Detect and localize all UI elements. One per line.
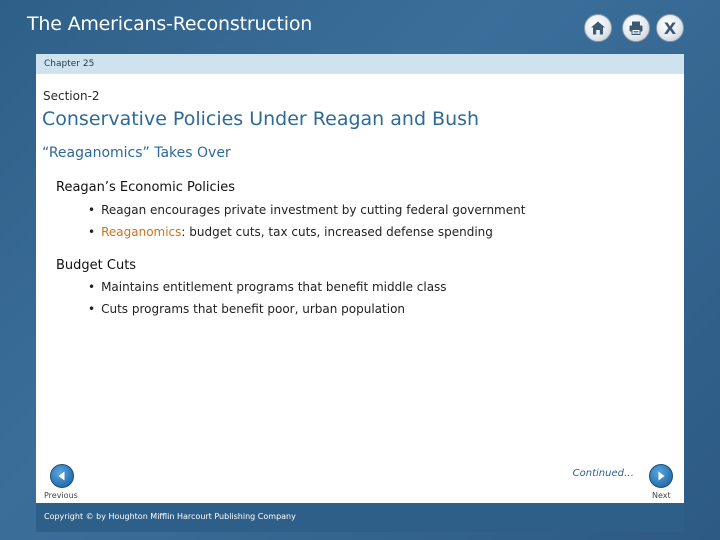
list-item [88,203,525,217]
arrow-right-icon [655,467,667,486]
close-button[interactable] [656,14,684,42]
topic-heading: Budget Cuts [56,258,137,273]
bullet-glyph: • [88,280,96,294]
print-icon [628,20,644,36]
next-button[interactable] [649,464,673,488]
chapter-bar [36,54,684,74]
arrow-left-icon [56,467,68,486]
section-label: Section-2 [43,89,100,103]
list-item [88,302,405,316]
previous-label[interactable]: Previous [44,491,78,500]
subheading: “Reaganomics” Takes Over [42,145,231,161]
bullet-glyph: • [88,302,96,316]
close-icon: X [663,18,677,38]
print-button[interactable] [622,14,650,42]
previous-button[interactable] [50,464,74,488]
list-item [88,225,493,239]
next-label[interactable]: Next [652,491,671,500]
bullet-glyph: • [88,203,96,217]
list-item [88,280,447,294]
copyright-text: Copyright © by Houghton Mifflin Harcourt Publishing Company [44,512,296,521]
bullet-text: Cuts programs that benefit poor, urban population [101,302,406,316]
topic-heading: Reagan’s Economic Policies [56,180,236,195]
bullet-glyph: • [88,225,96,239]
key-term: Reaganomics [101,225,182,239]
chapter-label: Chapter 25 [44,59,95,69]
home-button[interactable] [584,14,612,42]
bullet-text: Reagan encourages private investment by cutting federal government [101,203,526,217]
home-icon [590,20,606,36]
app-title: The Americans-Reconstruction [27,13,313,35]
bullet-text: Maintains entitlement programs that benefit middle class [101,280,447,294]
slide-panel [36,54,684,532]
continued-label: Continued… [572,468,634,479]
footer-bar [36,503,684,532]
page-title: Conservative Policies Under Reagan and Bush [42,108,480,130]
bullet-text: : budget cuts, tax cuts, increased defense spending [181,225,493,239]
